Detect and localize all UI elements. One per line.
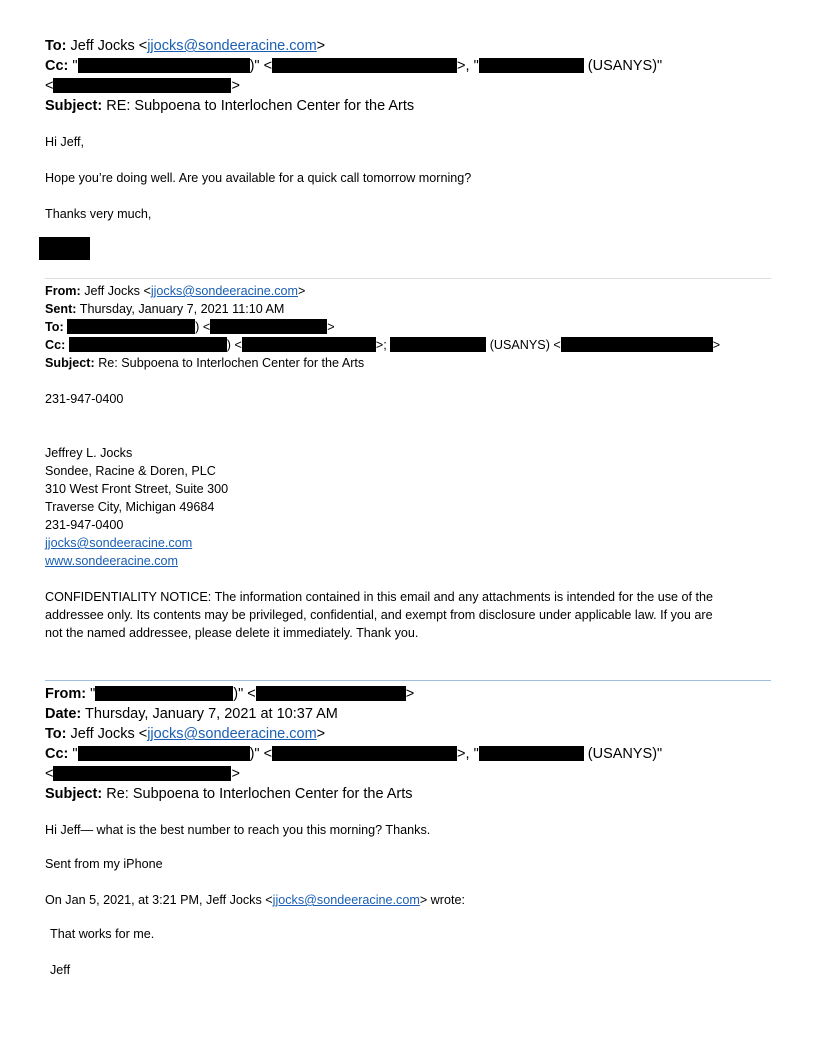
email1-greeting: Hi Jeff, [45,135,84,149]
signature-email-line [45,534,192,552]
quoted-header-line: On Jan 5, 2021, at 3:21 PM, Jeff Jocks <jjocks@sondeeracine.com> wrote: [45,893,465,907]
redaction-block [67,319,195,334]
email3-sent-from: Sent from my iPhone [45,857,163,871]
email-divider [45,278,771,279]
redaction-block [479,58,584,73]
email3-cc-line2: < > [45,766,240,782]
email3-date: Thursday, January 7, 2021 at 10:37 AM [85,706,338,722]
email1-subject: RE: Subpoena to Interlochen Center for the Arts [106,98,415,114]
email3-to-email-link[interactable]: jjocks@sondeeracine.com [147,726,317,742]
email3-from-line: From: " )" < > [45,686,415,702]
email2-subject-label: Subject: [45,356,95,370]
email2-phone: 231-947-0400 [45,392,124,406]
email1-cc-line2: < > [45,78,240,94]
signature-email-link[interactable]: jjocks@sondeeracine.com [45,536,193,550]
email3-to-label: To: [45,726,67,742]
email3-subject-label: Subject: [45,786,103,802]
email-divider [45,680,771,681]
confidentiality-notice-line2: addressee only. Its contents may be privileged, confidential, and exempt from disclosure under applicable law. If you are [45,608,713,622]
email1-subject-line [45,97,414,115]
redaction-block [256,686,406,701]
email1-subject-label: Subject: [45,98,103,114]
quoted-signoff: Jeff [50,963,71,977]
signature-firm: Sondee, Racine & Doren, PLC [45,464,216,478]
quoted-email-link[interactable]: jjocks@sondeeracine.com [272,893,420,907]
redaction-block [479,746,584,761]
redaction-block [272,58,457,73]
confidentiality-notice-line1: CONFIDENTIALITY NOTICE: The information contained in this email and any attachments is intended for the use of the [45,590,714,604]
email2-from-email-link[interactable]: jjocks@sondeeracine.com [150,284,298,298]
email2-cc-line: Cc: ) < >; (USANYS) < > [45,338,721,352]
email2-subject-line [45,354,364,372]
email2-to-line: To: ) < > [45,320,335,334]
redaction-block [390,337,486,352]
email3-date-line [45,705,338,723]
email2-sent-label: Sent: [45,302,77,316]
signature-name: Jeffrey L. Jocks [45,446,133,460]
email3-cc-label: Cc: [45,746,69,762]
redaction-block [78,746,250,761]
redaction-block [561,337,713,352]
redaction-block [210,319,327,334]
email3-to-line: To: Jeff Jocks <jjocks@sondeeracine.com> [45,726,326,742]
email2-subject: Re: Subpoena to Interlochen Center for the Arts [98,356,365,370]
email1-to-email-link[interactable]: jjocks@sondeeracine.com [147,38,317,54]
redaction-block [242,337,376,352]
confidentiality-notice-line3: not the named addressee, please delete it immediately. Thank you. [45,626,419,640]
email3-date-label: Date: [45,706,82,722]
email3-subject: Re: Subpoena to Interlochen Center for the Arts [106,786,413,802]
email1-cc-label: Cc: [45,58,69,74]
email1-closing: Thanks very much, [45,207,152,221]
email3-subject-line [45,785,413,803]
redaction-block [272,746,457,761]
email2-sent-line [45,300,284,318]
signature-website-link[interactable]: www.sondeeracine.com [45,554,178,568]
redaction-block [53,766,231,781]
email1-to-line: To: Jeff Jocks <jjocks@sondeeracine.com> [45,38,326,54]
email2-from-line: From: Jeff Jocks <jjocks@sondeeracine.com> [45,284,306,298]
email2-to-label: To: [45,320,64,334]
email3-cc-line: Cc: " )" < >, " (USANYS)" [45,746,663,762]
redaction-block [78,58,250,73]
signature-address-line2: Traverse City, Michigan 49684 [45,500,215,514]
email2-from-label: From: [45,284,81,298]
signature-redaction-block [39,237,90,260]
email1-body: Hope you’re doing well. Are you available for a quick call tomorrow morning? [45,171,472,185]
redaction-block [69,337,227,352]
redaction-block [53,78,231,93]
email1-cc-line: Cc: " )" < >, " (USANYS)" [45,58,663,74]
signature-address-line1: 310 West Front Street, Suite 300 [45,482,229,496]
email3-body: Hi Jeff— what is the best number to reach you this morning? Thanks. [45,823,431,837]
email1-to-name: Jeff Jocks < [70,38,148,54]
quoted-body: That works for me. [50,927,155,941]
signature-website-line [45,552,178,570]
signature-phone: 231-947-0400 [45,518,124,532]
redaction-block [95,686,233,701]
email3-from-label: From: [45,686,87,702]
email1-to-label: To: [45,38,67,54]
email2-cc-label: Cc: [45,338,66,352]
email2-sent: Thursday, January 7, 2021 11:10 AM [79,302,285,316]
